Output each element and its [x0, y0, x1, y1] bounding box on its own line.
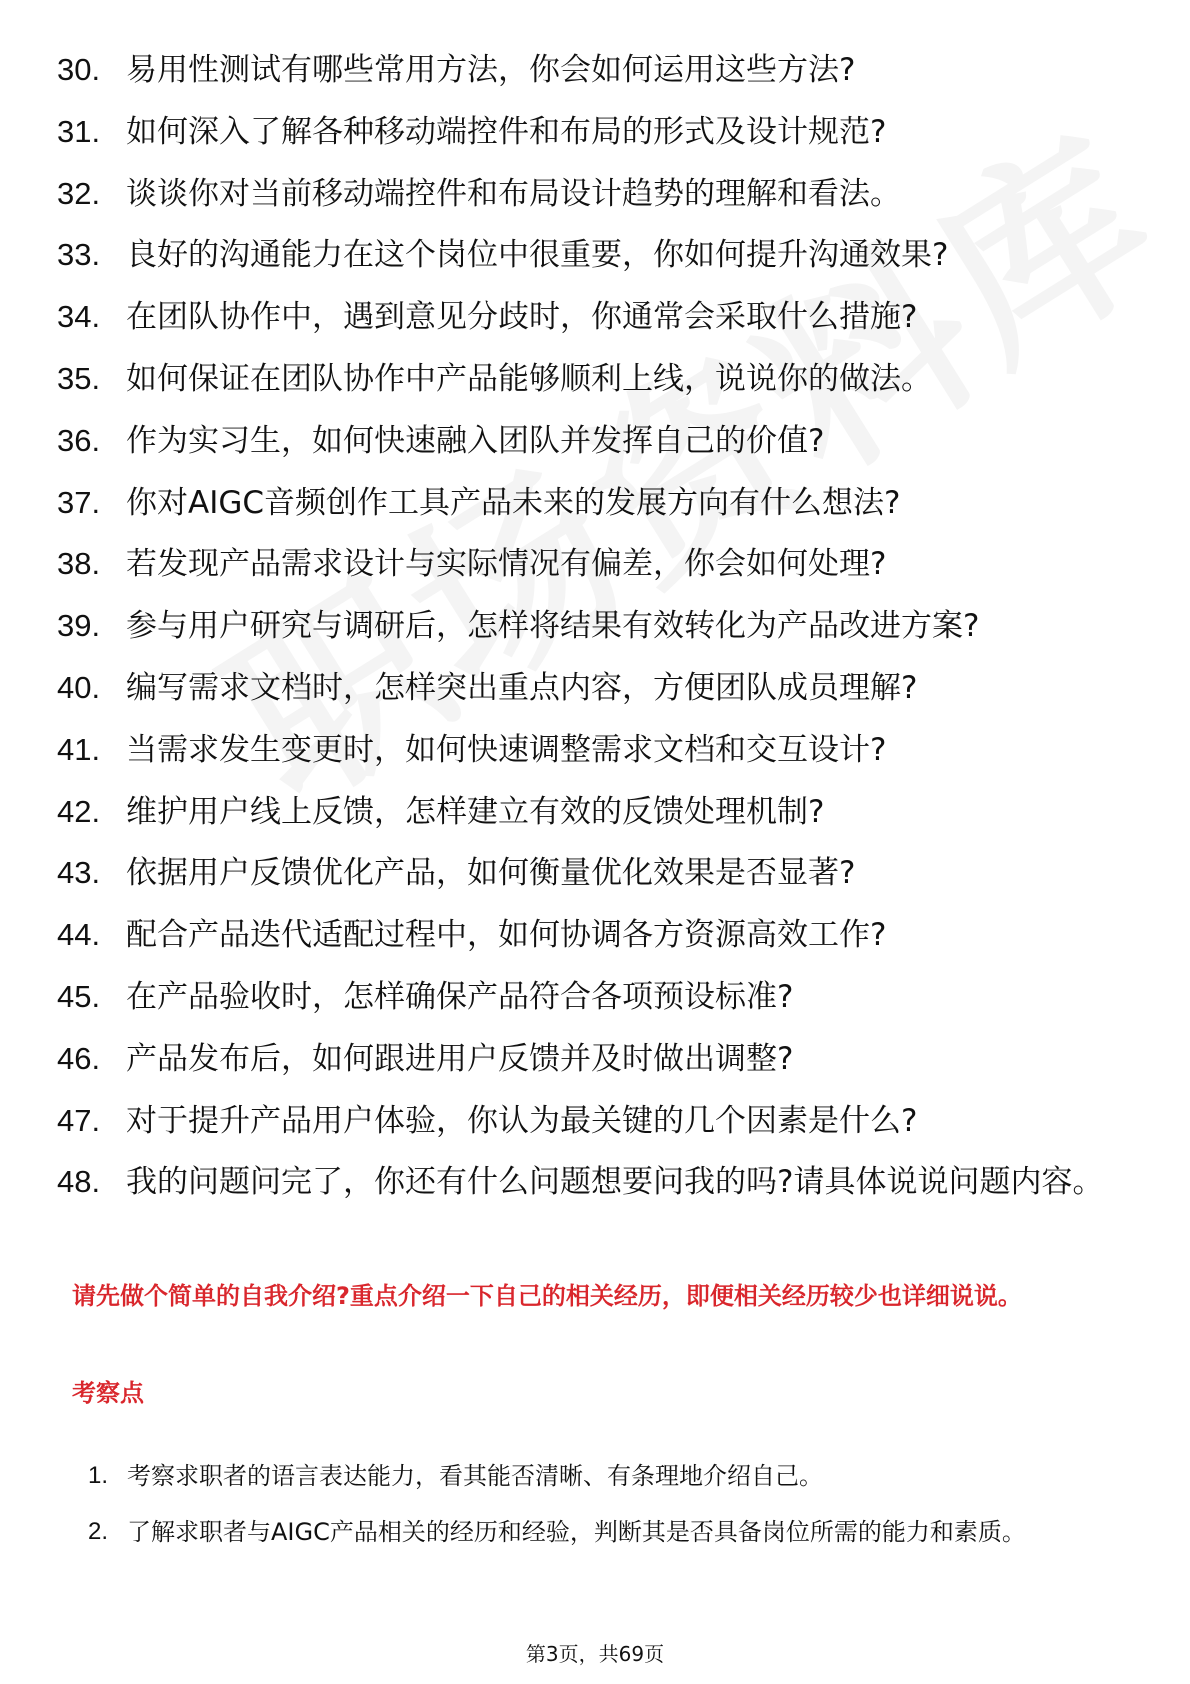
point-number: 2.: [88, 1518, 109, 1545]
question-number: 43.: [57, 855, 101, 891]
question-item: [0, 851, 1190, 895]
question-number: 36.: [57, 422, 101, 458]
question-number: 39.: [57, 608, 101, 644]
question-number: 32.: [57, 175, 101, 211]
question-number: 38.: [57, 546, 101, 582]
question-text: 维护用户线上反馈，怎样建立有效的反馈处理机制?: [126, 793, 825, 830]
question-item: [0, 666, 1190, 710]
question-number: 46.: [57, 1040, 101, 1076]
question-text: 产品发布后，如何跟进用户反馈并及时做出调整?: [126, 1040, 794, 1077]
question-item: [0, 233, 1190, 277]
question-item: [0, 172, 1190, 216]
question-text: 如何保证在团队协作中产品能够顺利上线，说说你的做法。: [126, 360, 932, 397]
question-number: 48.: [57, 1164, 101, 1200]
question-number: 44.: [57, 917, 101, 953]
question-item: [0, 790, 1190, 834]
question-text: 依据用户反馈优化产品，如何衡量优化效果是否显著?: [126, 855, 856, 892]
question-item: [0, 357, 1190, 401]
question-text: 当需求发生变更时，如何快速调整需求文档和交互设计?: [126, 731, 887, 768]
question-item: [0, 1160, 1190, 1204]
question-text: 如何深入了解各种移动端控件和布局的形式及设计规范?: [126, 113, 887, 150]
point-number: 1.: [88, 1462, 109, 1489]
question-number: 30.: [57, 52, 101, 87]
question-number: 35.: [57, 360, 101, 396]
section-title: 考察点: [72, 1379, 144, 1407]
question-text: 作为实习生，如何快速融入团队并发挥自己的价值?: [126, 422, 825, 459]
point-text: 了解求职者与AIGC产品相关的经历和经验，判断其是否具备岗位所需的能力和素质。: [127, 1518, 1026, 1546]
question-number: 34.: [57, 299, 101, 335]
question-item: [0, 295, 1190, 339]
question-item: [0, 110, 1190, 154]
question-list: [0, 48, 1190, 1222]
question-text: 对于提升产品用户体验，你认为最关键的几个因素是什么?: [126, 1102, 918, 1139]
question-item: [0, 604, 1190, 648]
question-item: [0, 48, 1190, 92]
question-number: 47.: [57, 1102, 101, 1138]
question-number: 33.: [57, 237, 101, 273]
page-footer: 第3页，共69页: [525, 1642, 665, 1666]
question-item: [0, 481, 1190, 525]
question-text: 在团队协作中，遇到意见分歧时，你通常会采取什么措施?: [126, 299, 918, 336]
question-number: 42.: [57, 793, 101, 829]
question-item: [0, 913, 1190, 957]
question-text: 易用性测试有哪些常用方法，你会如何运用这些方法?: [126, 52, 856, 88]
question-item: [0, 1099, 1190, 1143]
question-text: 配合产品迭代适配过程中，如何协调各方资源高效工作?: [126, 917, 887, 954]
question-item: [0, 542, 1190, 586]
interview-prompt: 请先做个简单的自我介绍?重点介绍一下自己的相关经历，即便相关经历较少也详细说说。: [72, 1282, 1022, 1310]
question-text: 我的问题问完了，你还有什么问题想要问我的吗?请具体说说问题内容。: [126, 1164, 1104, 1201]
question-item: [0, 728, 1190, 772]
question-item: [0, 975, 1190, 1019]
question-number: 31.: [57, 113, 101, 149]
assessment-point: [0, 1448, 1190, 1504]
question-number: 37.: [57, 484, 101, 520]
question-text: 你对AIGC音频创作工具产品未来的发展方向有什么想法?: [126, 484, 901, 521]
point-text: 考察求职者的语言表达能力，看其能否清晰、有条理地介绍自己。: [127, 1462, 823, 1490]
question-number: 45.: [57, 978, 101, 1014]
question-text: 编写需求文档时，怎样突出重点内容，方便团队成员理解?: [126, 669, 918, 706]
question-number: 40.: [57, 669, 101, 705]
question-number: 41.: [57, 731, 101, 767]
question-text: 参与用户研究与调研后，怎样将结果有效转化为产品改进方案?: [126, 608, 980, 645]
assessment-point: [0, 1504, 1190, 1560]
question-text: 在产品验收时，怎样确保产品符合各项预设标准?: [126, 978, 794, 1015]
question-text: 良好的沟通能力在这个岗位中很重要，你如何提升沟通效果?: [126, 237, 949, 274]
question-text: 若发现产品需求设计与实际情况有偏差，你会如何处理?: [126, 546, 887, 583]
question-item: [0, 1037, 1190, 1081]
question-item: [0, 419, 1190, 463]
question-text: 谈谈你对当前移动端控件和布局设计趋势的理解和看法。: [126, 175, 901, 212]
assessment-point-list: [0, 1448, 1190, 1560]
